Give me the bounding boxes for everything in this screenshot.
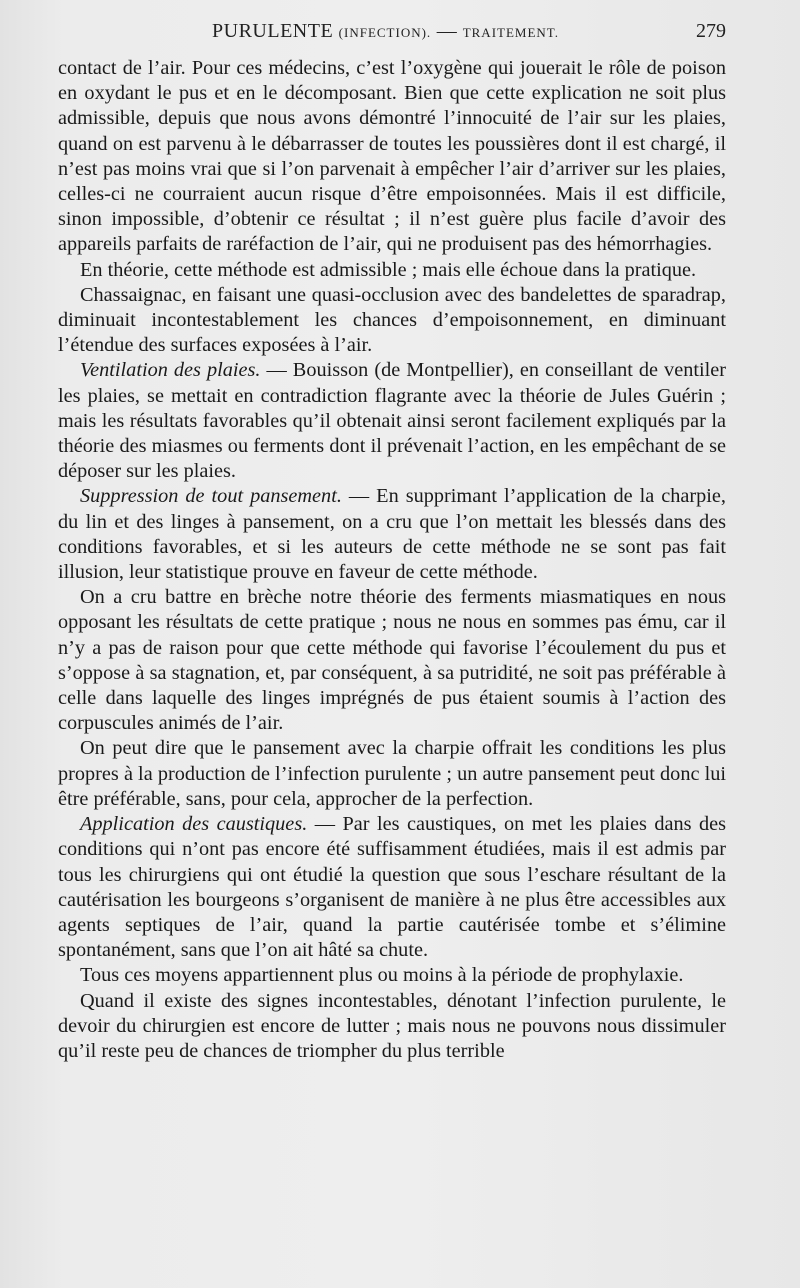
title-main: PURULENTE: [212, 20, 334, 42]
paragraph: [58, 358, 726, 484]
paragraph-lead: Suppression de tout pansement.: [80, 485, 342, 508]
paragraph-text: En théorie, cette méthode est admissible ; mais elle échoue dans la pratique.: [80, 258, 697, 281]
paragraph-text: — Par les caustiques, on met les plaies dans des conditions qui n’ont pas encore été suffisamment étudiées, mais il est admis par tous les chirurgiens qui ont étudié la question que sous l’eschare résultant de la cautérisation les bourgeons s’organisent de manière à ne plus être accessibles aux agents septiques de l’air, quand la partie cautérisée tombe et s’élimine spontanément, sans que l’on ait hâté sa chute.: [58, 813, 727, 962]
paragraph: [58, 812, 726, 963]
title-dash: —: [436, 20, 458, 42]
paragraph-text: — En supprimant l’application de la charpie, du lin et des linges à pansement, on a cru que l’on mettait les blessés dans des conditions favorables, et si les auteurs de cette méthode ne se sont pas fait illusion, leur statistique prouve en faveur de cette méthode.: [58, 485, 726, 584]
paragraph-lead: Ventilation des plaies.: [80, 359, 261, 382]
paragraph-text: contact de l’air. Pour ces médecins, c’est l’oxygène qui jouerait le rôle de poison en oxydant le pus et en le décomposant. Bien que cette explication ne soit plus admissible, depuis que nous avons démontré l’innocuité de l’air sur les plaies, quand on est parvenu à le débarrasser de toutes les poussières dont il est chargé, il n’est pas moins vrai que si l’on parvenait à empêcher l’air d’arriver sur les plaies, celles-ci ne courraient aucun risque d’être empoisonnées. Mais il est difficile, sinon impossible, d’obtenir ce résultat ; il n’est guère plus facile d’avoir des appareils parfaits de raréfaction de l’air, qui ne produisent pas des hémorrhagies.: [58, 57, 726, 256]
paragraph: [58, 736, 726, 812]
paragraph: [58, 258, 726, 283]
running-header: [58, 18, 726, 48]
body-text: [58, 56, 726, 1064]
running-title: [212, 20, 559, 43]
paragraph-text: Tous ces moyens appartiennent plus ou moins à la période de prophylaxie.: [80, 964, 684, 987]
paragraph-text: Chassaignac, en faisant une quasi-occlusion avec des bandelettes de sparadrap, diminuait incontestablement les chances d’empoisonnement, en diminuant l’étendue des surfaces exposées à l’air.: [58, 283, 726, 357]
paragraph-text: On a cru battre en brèche notre théorie des ferments miasmatiques en nous opposant les résultats de cette pratique ; nous ne nous en sommes pas ému, car il n’y a pas de raison pour que cette méthode qui favorise l’écoulement du pus et s’oppose à sa stagnation, et, par conséquent, à sa putridité, ne soit pas préférable à celle dans laquelle des linges imprégnés de pus étaient soumis à l’action des corpuscules animés de l’air.: [58, 586, 726, 735]
paragraph: [58, 585, 726, 736]
paragraph: [58, 283, 726, 359]
page-number: 279: [696, 20, 726, 42]
paragraph: [58, 484, 726, 585]
paragraph-lead: Application des caustiques.: [80, 813, 308, 836]
paragraph-text: On peut dire que le pansement avec la charpie offrait les conditions les plus propres à la production de l’infection purulente ; un autre pansement peut donc lui être préférable, sans, pour cela, approcher de la perfection.: [58, 737, 726, 810]
title-paren: (INFECTION).: [338, 25, 432, 40]
paragraph-text: Quand il existe des signes incontestables, dénotant l’infection purulente, le devoir du chirurgien est encore de lutter ; mais nous ne pouvons nous dissimuler qu’il reste peu de chances de triompher du plus terrible: [58, 989, 726, 1062]
paragraph: [58, 989, 726, 1065]
title-section: TRAITEMENT.: [462, 25, 560, 40]
paragraph: [58, 56, 726, 258]
paragraph: [58, 963, 726, 988]
paragraph-text: — Bouisson (de Montpellier), en conseillant de ventiler les plaies, se mettait en contradiction flagrante avec la théorie de Jules Guérin ; mais les résultats favorables qu’il obtenait ainsi seront facilement expliqués par la théorie des miasmes ou ferments dont il prévenait l’action, en les empêchant de se déposer sur les plaies.: [58, 359, 726, 483]
